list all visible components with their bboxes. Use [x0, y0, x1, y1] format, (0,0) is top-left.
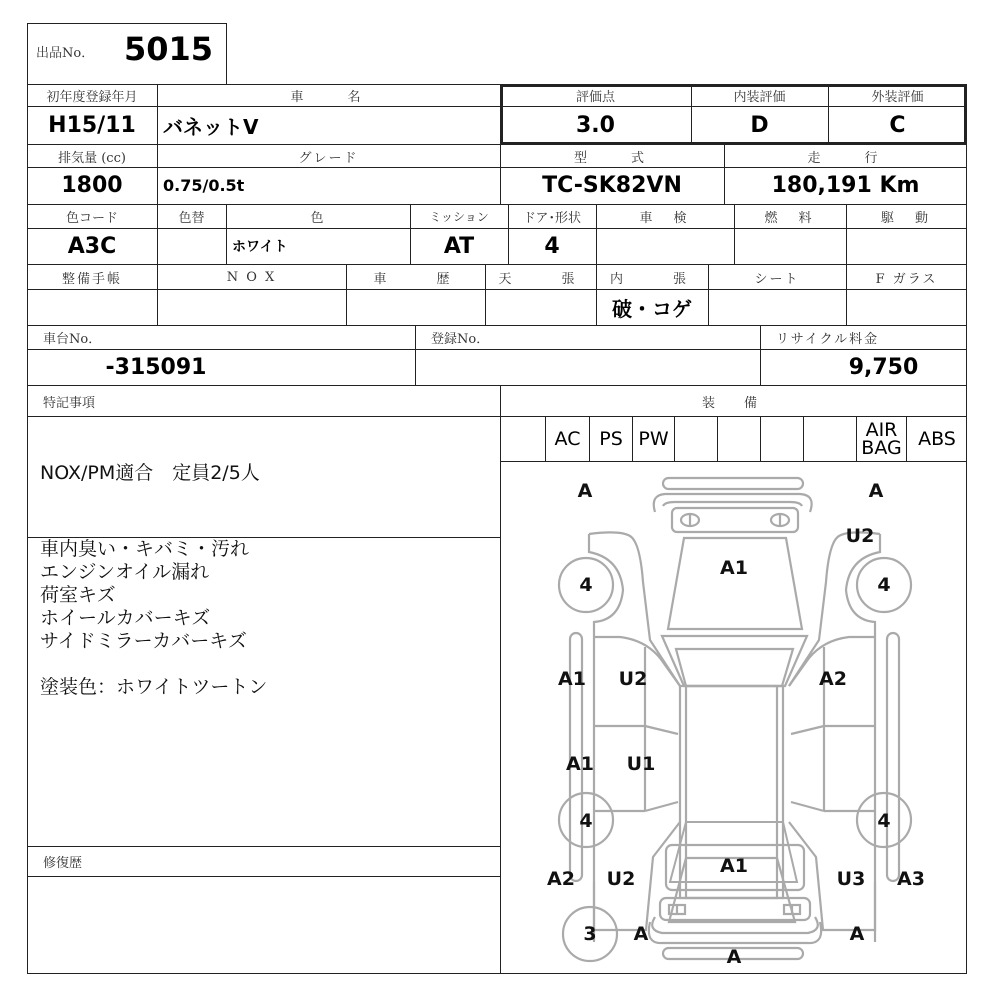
equipment-cell	[717, 416, 760, 462]
damage-mark-front-right-tire: 4	[877, 574, 891, 596]
mileage-label: 走 行	[807, 150, 884, 166]
grade-label: グレード	[298, 150, 359, 166]
damage-mark-left-front-door: U2	[618, 668, 648, 690]
repair-history-value	[27, 877, 500, 973]
headliner-value	[485, 289, 596, 325]
exterior-grade-value: C	[889, 112, 906, 138]
damage-mark-rear-left-tire: 4	[579, 810, 593, 832]
repair-history-label: 修復歴	[43, 856, 83, 871]
doors-value: 4	[544, 233, 560, 259]
service-book-value	[27, 289, 157, 325]
damage-mark-front-right-corner: A	[868, 480, 884, 502]
damage-mark-rear-left-corner: A	[633, 923, 649, 945]
special-notes-label: 特記事項	[43, 395, 96, 411]
damage-mark-left-rear-door: U1	[626, 753, 656, 775]
interior-grade-value: D	[750, 112, 769, 138]
doors-label: ドア･形状	[522, 211, 582, 226]
recycle-fee-value: 9,750	[848, 354, 919, 380]
interior-trim-label: 内 張	[609, 271, 694, 287]
equipment-cell: AIR BAG	[856, 416, 906, 462]
damage-mark-spare-tire: 3	[583, 923, 597, 945]
recycle-fee-label: リサイクル料金	[776, 332, 880, 347]
notes-line: 荷室キズ	[40, 584, 116, 606]
notes-line: サイドミラーカバーキズ	[40, 630, 247, 652]
interior-grade-label: 内装評価	[733, 90, 786, 105]
inspection-value	[596, 228, 734, 264]
lot-number-label: 出品No．	[36, 46, 95, 61]
notes-line: エンジンオイル漏れ	[40, 561, 210, 583]
car-name-label: 車 名	[290, 90, 367, 105]
repaint-label: 色替	[178, 211, 205, 226]
transmission-value: AT	[443, 233, 475, 259]
vehicle-history-value	[346, 289, 485, 325]
car-name-value: バネットV	[163, 114, 259, 139]
nox-value	[157, 289, 346, 325]
displacement-value: 1800	[61, 173, 123, 198]
equipment-cell: ABS	[906, 416, 967, 462]
damage-mark-right-front-door: A2	[819, 668, 847, 690]
interior-trim-value: 破・コゲ	[612, 296, 692, 321]
color-code-label: 色コード	[65, 211, 118, 226]
damage-mark-rear-right-tire: 4	[877, 810, 891, 832]
damage-mark-rear-right-corner: A	[849, 923, 865, 945]
mileage-value: 180,191 Km	[771, 173, 920, 198]
damage-mark-tailgate: A1	[720, 855, 748, 877]
drive-value	[846, 228, 967, 264]
notes-line-1: NOX/PM適合 定員2/5人	[40, 462, 260, 484]
equipment-cell	[674, 416, 717, 462]
vehicle-history-label: 車 歴	[373, 271, 458, 287]
color-value: ホワイト	[232, 239, 288, 255]
color-code-value: A3C	[67, 233, 117, 259]
headliner-label: 天 張	[498, 271, 583, 287]
car-damage-diagram	[500, 462, 967, 974]
damage-mark-front-left-tire: 4	[579, 574, 593, 596]
first-reg-value: H15/11	[48, 112, 136, 138]
registration-number-label: 登録No．	[431, 332, 490, 347]
damage-mark-left-front-panel: A1	[558, 668, 586, 690]
notes-list	[40, 538, 490, 699]
front-glass-value	[846, 289, 967, 325]
equipment-cell: PS	[589, 416, 632, 462]
repaint-value	[157, 228, 226, 264]
lot-number-box	[27, 23, 227, 85]
registration-number-value	[415, 349, 760, 385]
model-code-label: 型 式	[573, 150, 650, 166]
equipment-cell	[500, 416, 545, 462]
drive-label: 駆 動	[880, 211, 932, 226]
lot-number: 5015	[124, 30, 214, 68]
equipment-cell	[803, 416, 856, 462]
damage-mark-left-rear-quarter: U2	[606, 868, 636, 890]
seat-value	[708, 289, 846, 325]
inspection-label: 車 検	[639, 211, 691, 226]
nox-label: N O X	[226, 269, 277, 285]
chassis-number-value: -315091	[105, 354, 207, 380]
notes-line: 車内臭い・キバミ・汚れ	[40, 538, 250, 560]
damage-mark-right-rear-quarter-outer: A3	[897, 868, 925, 890]
color-label: 色	[310, 211, 326, 226]
transmission-label: ミッション	[429, 210, 489, 224]
model-code-value: TC-SK82VN	[542, 173, 682, 198]
first-reg-label: 初年度登録年月	[46, 90, 138, 105]
notes-line: ホイールカバーキズ	[40, 607, 211, 629]
fuel-value	[734, 228, 846, 264]
seat-label: シート	[754, 271, 800, 287]
score-label: 評価点	[575, 90, 615, 105]
damage-mark-right-rear-quarter: U3	[836, 868, 866, 890]
grade-value: 0.75/0.5t	[163, 176, 245, 195]
equipment-label: 装 備	[701, 395, 765, 411]
displacement-label: 排気量 (cc)	[58, 150, 126, 166]
fuel-label: 燃 料	[764, 211, 816, 226]
score-value: 3.0	[576, 112, 615, 138]
service-book-label: 整備手帳	[61, 271, 122, 287]
damage-mark-left-rear-panel: A1	[566, 753, 594, 775]
damage-mark-front-left-corner: A	[577, 480, 593, 502]
damage-mark-rear-bumper: A	[726, 946, 742, 968]
damage-mark-front-right-fender: U2	[845, 525, 875, 547]
front-glass-label: F ガラス	[875, 271, 938, 287]
equipment-cell	[760, 416, 803, 462]
equipment-cell: PW	[632, 416, 674, 462]
exterior-grade-label: 外装評価	[871, 90, 924, 105]
notes-line	[40, 653, 490, 676]
notes-line: 塗装色：ホワイトツートン	[40, 676, 268, 698]
chassis-number-label: 車台No．	[43, 332, 102, 347]
equipment-cell: AC	[545, 416, 589, 462]
damage-mark-hood: A1	[720, 557, 748, 579]
damage-mark-left-rear-quarter-outer: A2	[547, 868, 575, 890]
